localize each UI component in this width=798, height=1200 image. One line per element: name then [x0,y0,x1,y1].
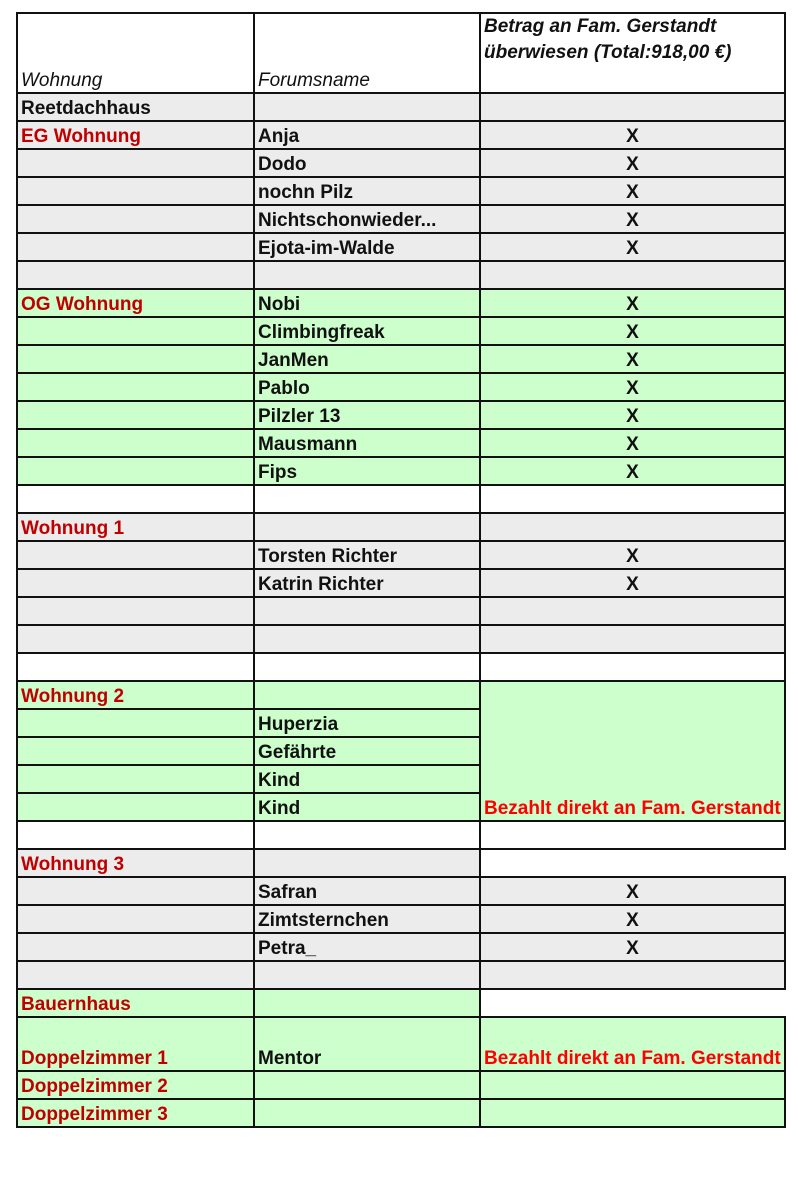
cell[interactable] [17,709,254,737]
cell[interactable] [17,485,254,513]
cell[interactable] [254,261,480,289]
cell[interactable] [17,625,254,653]
table-row [17,513,785,541]
cell[interactable] [480,1071,785,1099]
table-row [17,625,785,653]
section-wohnung-3[interactable]: Wohnung 3 [17,849,254,877]
paid-mark[interactable]: X [480,457,785,485]
forum-name[interactable]: Kind [254,793,480,821]
table-row [17,457,785,485]
cell[interactable] [17,373,254,401]
paid-mark[interactable]: X [480,401,785,429]
forum-name[interactable]: Torsten Richter [254,541,480,569]
payment-table [16,12,786,1128]
room-doppelzimmer-1[interactable]: Doppelzimmer 1 [17,1017,254,1071]
cell[interactable] [17,653,254,681]
room-doppelzimmer-2[interactable]: Doppelzimmer 2 [17,1071,254,1099]
cell[interactable] [17,597,254,625]
cell[interactable] [17,737,254,765]
cell[interactable] [17,177,254,205]
table-row [17,569,785,597]
cell[interactable] [17,569,254,597]
table-row [17,933,785,961]
cell[interactable] [254,821,480,849]
table-row [17,541,785,569]
cell[interactable] [480,261,785,289]
cell[interactable] [17,793,254,821]
table-row [17,93,785,121]
cell[interactable] [480,849,785,877]
cell[interactable] [480,653,785,681]
section-wohnung-1[interactable]: Wohnung 1 [17,513,254,541]
cell[interactable] [17,345,254,373]
paid-mark[interactable]: X [480,149,785,177]
forum-name[interactable]: Dodo [254,149,480,177]
cell[interactable] [17,933,254,961]
cell[interactable] [480,625,785,653]
table-row [17,317,785,345]
cell[interactable] [17,541,254,569]
forum-name[interactable]: Pablo [254,373,480,401]
cell[interactable] [254,625,480,653]
cell[interactable] [480,485,785,513]
paid-mark[interactable]: X [480,205,785,233]
cell[interactable] [17,821,254,849]
table-row [17,401,785,429]
paid-direct-note[interactable]: Bezahlt direkt an Fam. Gerstandt [480,681,785,821]
cell[interactable] [480,961,785,989]
cell[interactable] [254,681,480,709]
room-doppelzimmer-3[interactable]: Doppelzimmer 3 [17,1099,254,1127]
paid-mark[interactable]: X [480,877,785,905]
forum-name[interactable]: Huperzia [254,709,480,737]
table-row [17,849,785,877]
forum-name[interactable]: Anja [254,121,480,149]
header-row [17,13,785,93]
table-row [17,1017,785,1071]
forum-name[interactable]: Gefährte [254,737,480,765]
forum-name[interactable]: Mentor [254,1017,480,1071]
paid-mark[interactable]: X [480,289,785,317]
cell[interactable] [254,961,480,989]
paid-mark[interactable]: X [480,373,785,401]
cell[interactable] [17,317,254,345]
forum-name[interactable]: nochn Pilz [254,177,480,205]
forum-name[interactable]: JanMen [254,345,480,373]
cell[interactable] [480,1099,785,1127]
table-row [17,205,785,233]
table-row [17,597,785,625]
table-row [17,121,785,149]
cell[interactable] [480,821,785,849]
table-row [17,821,785,849]
paid-mark[interactable]: X [480,905,785,933]
forum-name[interactable]: Mausmann [254,429,480,457]
paid-mark[interactable]: X [480,345,785,373]
paid-mark[interactable]: X [480,233,785,261]
table-row [17,373,785,401]
paid-mark[interactable]: X [480,177,785,205]
table-row [17,989,785,1017]
cell[interactable] [480,597,785,625]
forum-name[interactable]: Nichtschonwieder... [254,205,480,233]
cell[interactable] [254,485,480,513]
forum-name[interactable]: Nobi [254,289,480,317]
table-row [17,1099,785,1127]
cell[interactable] [17,429,254,457]
cell[interactable] [17,877,254,905]
house-title-bauernhaus[interactable]: Bauernhaus [17,989,254,1017]
cell[interactable] [17,905,254,933]
cell[interactable] [254,513,480,541]
cell[interactable] [17,401,254,429]
table-row [17,681,785,709]
table-row [17,177,785,205]
table-row [17,653,785,681]
cell[interactable] [17,149,254,177]
cell[interactable] [254,93,480,121]
cell[interactable] [480,513,785,541]
forum-name[interactable]: Fips [254,457,480,485]
house-title-reetdachhaus[interactable]: Reetdachhaus [17,93,254,121]
table-row [17,961,785,989]
header-betrag[interactable]: Betrag an Fam. Gerstandt überwiesen (Total:918,00 €) [480,13,785,93]
paid-mark[interactable]: X [480,121,785,149]
forum-name[interactable]: Zimtsternchen [254,905,480,933]
table-row [17,877,785,905]
table-row [17,149,785,177]
section-og-wohnung[interactable]: OG Wohnung [17,289,254,317]
forum-name[interactable]: Pilzler 13 [254,401,480,429]
forum-name[interactable]: Ejota-im-Walde [254,233,480,261]
cell[interactable] [17,233,254,261]
table-row [17,345,785,373]
forum-name[interactable]: Kind [254,765,480,793]
table-row [17,485,785,513]
section-eg-wohnung[interactable]: EG Wohnung [17,121,254,149]
header-forumsname[interactable]: Forumsname [254,13,480,93]
cell[interactable] [17,961,254,989]
cell[interactable] [254,597,480,625]
paid-mark[interactable]: X [480,317,785,345]
cell[interactable] [17,205,254,233]
table-row [17,1071,785,1099]
table-row [17,429,785,457]
table-row [17,905,785,933]
paid-direct-note[interactable]: Bezahlt direkt an Fam. Gerstandt [480,1017,785,1071]
cell[interactable] [254,1099,480,1127]
forum-name[interactable]: Climbingfreak [254,317,480,345]
header-wohnung[interactable]: Wohnung [17,13,254,93]
cell[interactable] [254,989,480,1017]
table-row [17,233,785,261]
cell[interactable] [17,261,254,289]
paid-mark[interactable]: X [480,569,785,597]
paid-mark[interactable]: X [480,541,785,569]
cell[interactable] [17,765,254,793]
forum-name[interactable]: Safran [254,877,480,905]
paid-mark[interactable]: X [480,933,785,961]
table-row [17,289,785,317]
forum-name[interactable]: Petra_ [254,933,480,961]
forum-name[interactable]: Katrin Richter [254,569,480,597]
paid-mark[interactable]: X [480,429,785,457]
cell[interactable] [254,1071,480,1099]
section-wohnung-2[interactable]: Wohnung 2 [17,681,254,709]
cell[interactable] [17,457,254,485]
cell[interactable] [480,989,785,1017]
cell[interactable] [480,93,785,121]
table-row [17,261,785,289]
cell[interactable] [254,653,480,681]
cell[interactable] [254,849,480,877]
